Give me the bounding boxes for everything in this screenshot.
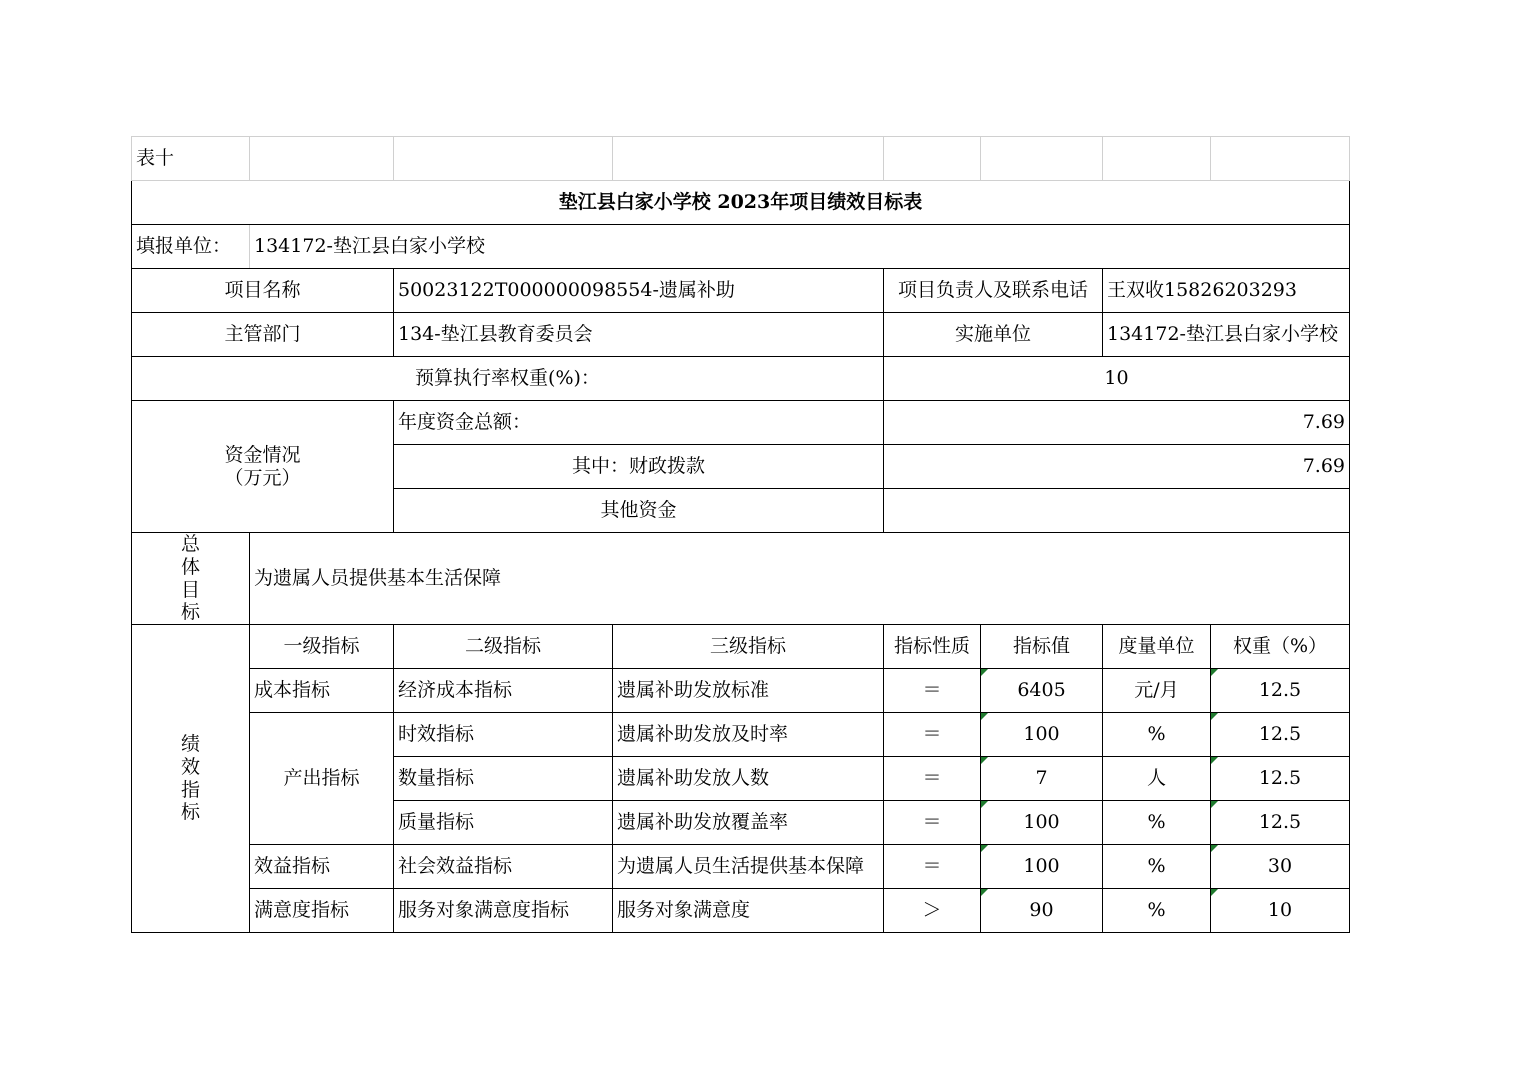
row-unit: 元/月 (1103, 669, 1211, 713)
funds-label-line2: （万元） (224, 466, 301, 489)
page-title: 垫江县白家小学校 2023年项目绩效目标表 (132, 181, 1350, 225)
funds-label-line1: 资金情况 (224, 443, 301, 466)
header-l2: 二级指标 (394, 625, 613, 669)
funds-other-label: 其他资金 (394, 489, 884, 533)
row-nature: ＝ (884, 713, 981, 757)
header-l1: 一级指标 (250, 625, 394, 669)
unit-label: 填报单位： (132, 225, 250, 269)
row-value: 7 (981, 757, 1103, 801)
row-value: 6405 (981, 669, 1103, 713)
header-nature: 指标性质 (884, 625, 981, 669)
funds-other-value (884, 489, 1350, 533)
owner-value: 王双收15826203293 (1103, 269, 1350, 313)
row-l1: 满意度指标 (250, 889, 394, 933)
row-unit: 人 (1103, 757, 1211, 801)
row-unit: % (1103, 889, 1211, 933)
row-unit: % (1103, 845, 1211, 889)
funds-fiscal-value: 7.69 (884, 445, 1350, 489)
row-weight: 10 (1211, 889, 1350, 933)
table-row (132, 713, 1350, 757)
row-value: 100 (981, 801, 1103, 845)
impl-label: 实施单位 (884, 313, 1103, 357)
row-value: 100 (981, 713, 1103, 757)
row-l2: 经济成本指标 (394, 669, 613, 713)
row-l1: 产出指标 (250, 713, 394, 845)
owner-label: 项目负责人及联系电话 (884, 269, 1103, 313)
table-row (132, 669, 1350, 713)
row-nature: ＝ (884, 801, 981, 845)
row-l3: 遗属补助发放标准 (613, 669, 884, 713)
row-unit: % (1103, 713, 1211, 757)
table-row (132, 845, 1350, 889)
funds-label (132, 401, 394, 533)
row-l2: 时效指标 (394, 713, 613, 757)
dept-value: 134-垫江县教育委员会 (394, 313, 884, 357)
header-weight: 权重（%） (1211, 625, 1350, 669)
row-l2: 数量指标 (394, 757, 613, 801)
overall-label: 总 体 目 标 (132, 533, 250, 625)
row-weight: 12.5 (1211, 713, 1350, 757)
perf-label: 绩 效 指 标 (132, 625, 250, 933)
table-row (132, 889, 1350, 933)
funds-total-label: 年度资金总额： (394, 401, 884, 445)
row-value: 100 (981, 845, 1103, 889)
funds-fiscal-label: 其中：财政拨款 (394, 445, 884, 489)
row-l2: 社会效益指标 (394, 845, 613, 889)
row-weight: 12.5 (1211, 669, 1350, 713)
row-nature: ＝ (884, 757, 981, 801)
header-value: 指标值 (981, 625, 1103, 669)
row-l3: 服务对象满意度 (613, 889, 884, 933)
sheet-label: 表十 (132, 137, 250, 181)
overall-value: 为遗属人员提供基本生活保障 (250, 533, 1350, 625)
row-l2: 质量指标 (394, 801, 613, 845)
row-nature: ＝ (884, 669, 981, 713)
header-l3: 三级指标 (613, 625, 884, 669)
project-name-label: 项目名称 (132, 269, 394, 313)
funds-total-value: 7.69 (884, 401, 1350, 445)
row-l3: 遗属补助发放覆盖率 (613, 801, 884, 845)
row-l3: 为遗属人员生活提供基本保障 (613, 845, 884, 889)
dept-label: 主管部门 (132, 313, 394, 357)
row-weight: 30 (1211, 845, 1350, 889)
row-unit: % (1103, 801, 1211, 845)
budget-weight-value: 10 (884, 357, 1350, 401)
row-nature: ＞ (884, 889, 981, 933)
row-weight: 12.5 (1211, 801, 1350, 845)
row-l1: 效益指标 (250, 845, 394, 889)
performance-target-table (131, 136, 1350, 933)
row-l3: 遗属补助发放及时率 (613, 713, 884, 757)
row-l1: 成本指标 (250, 669, 394, 713)
row-l3: 遗属补助发放人数 (613, 757, 884, 801)
budget-weight-label: 预算执行率权重(%)： (132, 357, 884, 401)
impl-value: 134172-垫江县白家小学校 (1103, 313, 1350, 357)
header-unit: 度量单位 (1103, 625, 1211, 669)
row-nature: ＝ (884, 845, 981, 889)
row-value: 90 (981, 889, 1103, 933)
row-weight: 12.5 (1211, 757, 1350, 801)
row-l2: 服务对象满意度指标 (394, 889, 613, 933)
unit-value: 134172-垫江县白家小学校 (250, 225, 1350, 269)
project-name-value: 50023122T000000098554-遗属补助 (394, 269, 884, 313)
